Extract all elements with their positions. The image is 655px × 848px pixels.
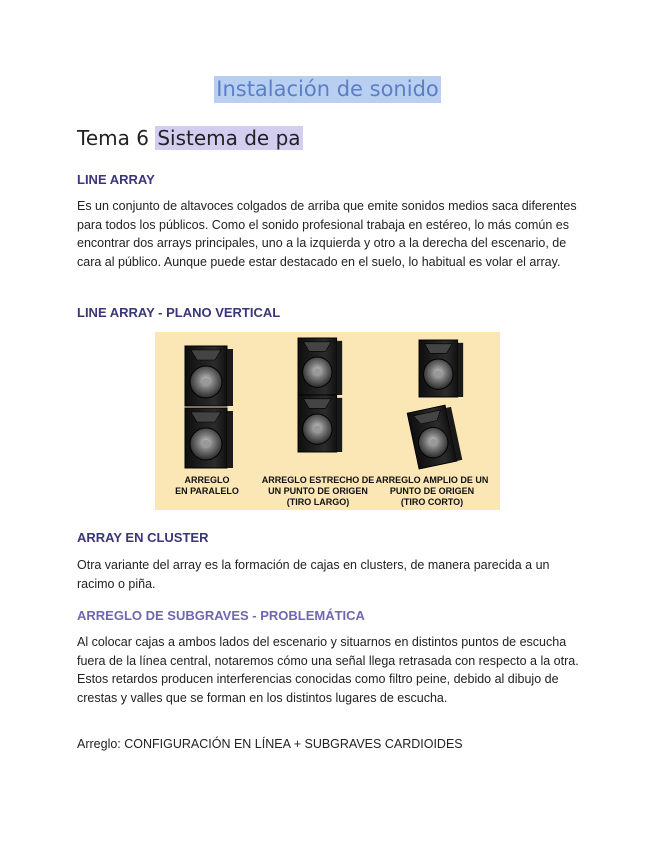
heading-line-array: LINE ARRAY <box>77 172 155 187</box>
arreglo-note: Arreglo: CONFIGURACIÓN EN LÍNEA + SUBGRAVES CARDIOIDES <box>77 737 463 751</box>
speaker-stack-narrow <box>298 338 342 452</box>
paragraph-subgraves: Al colocar cajas a ambos lados del escenario y situarnos en distintos puntos de escucha fuera de la línea central, notaremos cómo una señal llega retrasada con respecto a la otra. Estos retardos producen interferencias conocidas como filtro peine, debido al dibujo de crestas y valles que se forman en los distintos lugares de escucha. <box>77 635 579 705</box>
caption-wide-line-1: ARREGLO AMPLIO DE UN <box>375 475 489 485</box>
title-wrapper <box>0 76 655 103</box>
caption-narrow-line-1: ARREGLO ESTRECHO DE <box>261 475 375 485</box>
caption-narrow-line-2: UN PUNTO DE ORIGEN <box>268 486 368 496</box>
figure-captions <box>175 475 488 507</box>
topic-heading <box>77 125 303 151</box>
caption-parallel-line-2: EN PARALELO <box>175 486 239 496</box>
document-title: Instalación de sonido <box>216 77 439 101</box>
topic-prefix: Tema 6 <box>77 126 156 150</box>
speaker-stack-parallel <box>185 346 233 468</box>
caption-parallel-line-1: ARREGLO <box>184 475 230 485</box>
heading-array-cluster: ARRAY EN CLUSTER <box>77 530 209 545</box>
paragraph-array-cluster: Otra variante del array es la formación de cajas en clusters, de manera parecida a un racimo o piña. <box>77 558 550 591</box>
caption-wide-line-2: PUNTO DE ORIGEN <box>389 486 475 496</box>
speaker-arrangement-figure <box>155 332 500 510</box>
topic-highlight: Sistema de pa <box>157 126 301 150</box>
paragraph-line-array: Es un conjunto de altavoces colgados de arriba que emite sonidos medios saca diferentes para todos los públicos. Como el sonido profesional trabaja en estéreo, lo más común es encontrar dos arrays principales, uno a la izquierda y otro a la derecha del escenario, de cara al público. Aunque puede estar destacado en el suelo, lo habitual es volar el array. <box>77 199 577 269</box>
heading-subgraves: ARREGLO DE SUBGRAVES - PROBLEMÁTICA <box>77 608 365 623</box>
caption-narrow-line-3: (TIRO LARGO) <box>286 497 350 507</box>
speaker-arrangement-image <box>155 332 500 510</box>
speaker-stack-wide <box>407 340 463 469</box>
heading-plano-vertical: LINE ARRAY - PLANO VERTICAL <box>77 305 281 320</box>
caption-wide-line-3: (TIRO CORTO) <box>400 497 464 507</box>
